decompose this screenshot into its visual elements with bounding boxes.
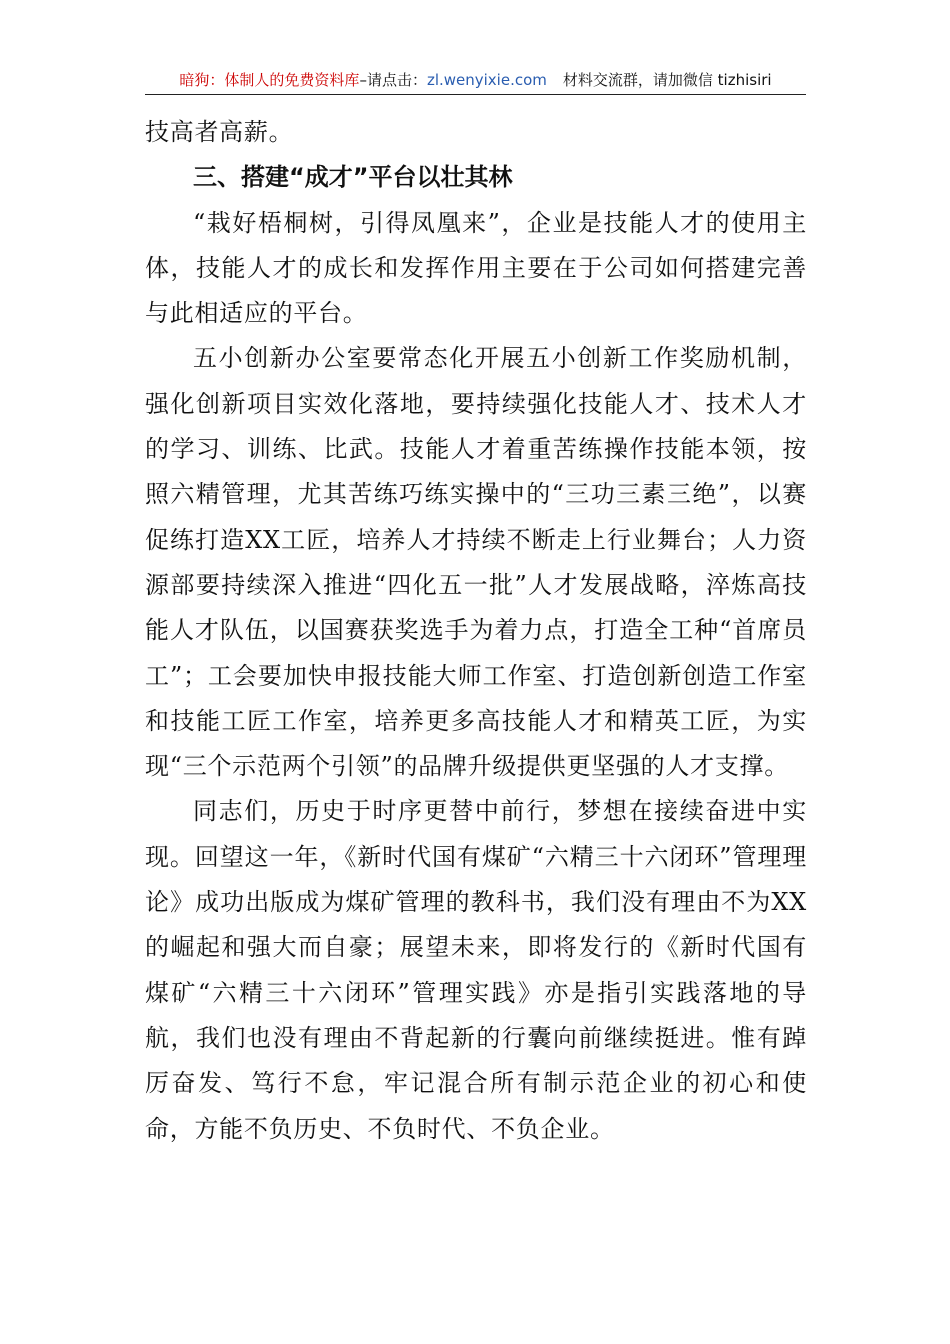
header-url-link[interactable]: zl.wenyixie.com	[426, 71, 547, 89]
page-header	[145, 66, 806, 95]
header-click-prompt: –请点击：	[359, 71, 427, 89]
document-body	[145, 110, 807, 1152]
header-site-name: 暗狗：体制人的免费资料库	[179, 71, 360, 89]
continued-text: 技高者高薪。	[145, 118, 294, 146]
paragraph-3: 同志们，历史于时序更替中前行，梦想在接续奋进中实现。回望这一年，《新时代国有煤矿“六精三十六闭环”管理理论》成功出版成为煤矿管理的教科书，我们没有理由不为XX的崛起和强大而自豪；展望未来，即将发行的《新时代国有煤矿“六精三十六闭环”管理实践》亦是指引实践落地的导航，我们也没有理由不背起新的行囊向前继续挺进。惟有踔厉奋发、笃行不怠，牢记混合所有制示范企业的初心和使命，方能不负历史、不负时代、不负企业。	[145, 797, 807, 1143]
paragraph-1: “栽好梧桐树，引得凤凰来”，企业是技能人才的使用主体，技能人才的成长和发挥作用主要在于公司如何搭建完善与此相适应的平台。	[145, 208, 807, 328]
header-group-note: 材料交流群，请加微信 tizhisiri	[562, 71, 772, 89]
paragraph-2: 五小创新办公室要常态化开展五小创新工作奖励机制，强化创新项目实效化落地，要持续强化技能人才、技术人才的学习、训练、比武。技能人才着重苦练操作技能本领，按照六精管理，尤其苦练巧练实操中的“三功三素三绝”，以赛促练打造XX工匠，培养人才持续不断走上行业舞台；人力资源部要持续深入推进“四化五一批”人才发展战略，淬炼高技能人才队伍，以国赛获奖选手为着力点，打造全工种“首席员工”；工会要加快申报技能大师工作室、打造创新创造工作室和技能工匠工作室，培养更多高技能人才和精英工匠，为实现“三个示范两个引领”的品牌升级提供更坚强的人才支撑。	[145, 344, 807, 781]
section-heading: 三、搭建“成才”平台以壮其林	[193, 163, 513, 192]
